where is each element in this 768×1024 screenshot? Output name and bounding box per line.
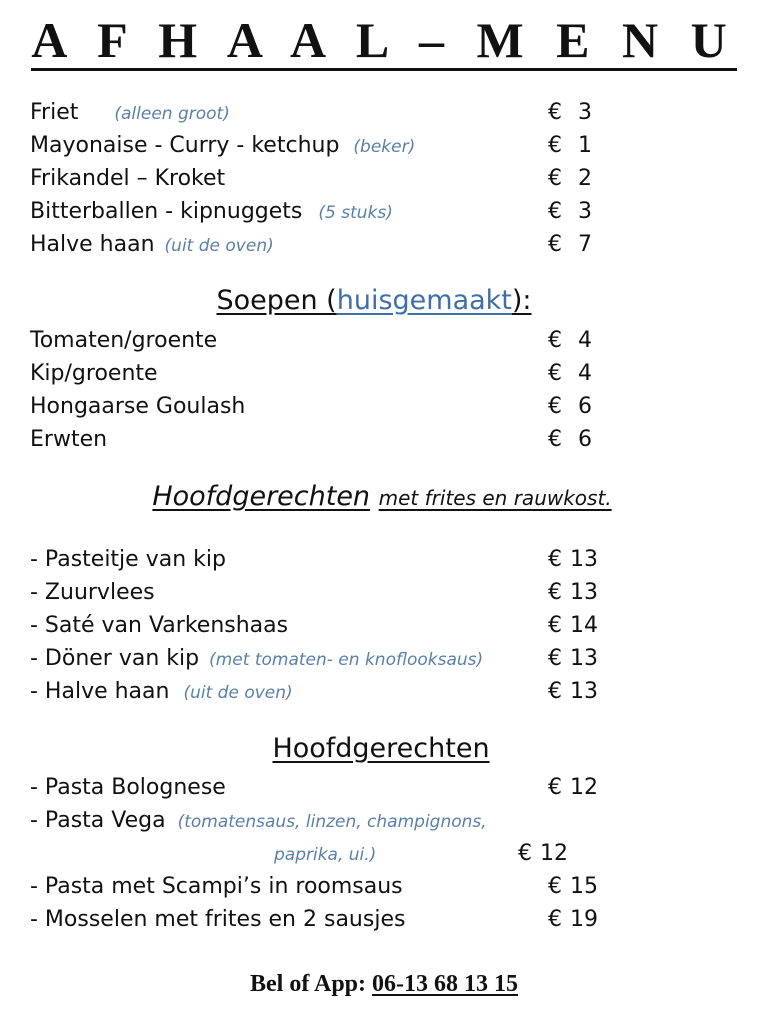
mains-heading-title: Hoofdgerechten xyxy=(272,733,490,764)
currency-symbol: € xyxy=(548,394,562,419)
item-note: (5 stuks) xyxy=(318,203,393,223)
menu-item xyxy=(30,904,640,936)
menu-item xyxy=(30,130,640,162)
menu-item xyxy=(30,871,640,903)
item-price: 6 xyxy=(578,427,592,452)
item-note: (met tomaten- en knoflooksaus) xyxy=(209,650,484,670)
item-note: (tomatensaus, linzen, champignons, xyxy=(177,812,487,832)
menu-item xyxy=(30,610,640,642)
item-price: 1 xyxy=(578,133,592,158)
currency-symbol: € xyxy=(548,232,562,257)
contact-label: Bel of App: xyxy=(249,971,366,997)
item-price: 4 xyxy=(578,328,592,353)
menu-item xyxy=(30,196,640,228)
item-name: Mayonaise - Curry - ketchup xyxy=(30,133,340,158)
item-price: 19 xyxy=(570,907,598,932)
item-price: 14 xyxy=(570,613,598,638)
item-price: 3 xyxy=(578,199,592,224)
item-name: Kip/groente xyxy=(30,361,158,386)
item-name: Friet xyxy=(30,100,79,125)
item-price: 2 xyxy=(578,166,592,191)
soups-heading xyxy=(0,282,768,320)
item-name: - Pasta Vega xyxy=(30,808,166,833)
item-price: 13 xyxy=(570,547,598,572)
item-name: - Saté van Varkenshaas xyxy=(30,613,289,638)
soups-heading-link: huisgemaakt xyxy=(336,285,512,316)
item-name: Tomaten/groente xyxy=(30,328,218,353)
item-name: Erwten xyxy=(30,427,108,452)
menu-item xyxy=(30,163,640,195)
menu-item xyxy=(30,643,640,675)
mains-heading xyxy=(0,730,768,768)
item-name: - Pasta Bolognese xyxy=(30,775,226,800)
item-name: - Döner van kip xyxy=(30,646,200,671)
menu-item xyxy=(30,325,640,357)
item-name: Hongaarse Goulash xyxy=(30,394,246,419)
menu-item xyxy=(30,97,640,129)
currency-symbol: € xyxy=(548,133,562,158)
item-price: 13 xyxy=(570,580,598,605)
menu-item xyxy=(30,676,640,708)
item-price: 15 xyxy=(570,874,598,899)
currency-symbol: € xyxy=(548,199,562,224)
item-name: Frikandel – Kroket xyxy=(30,166,226,191)
menu-item xyxy=(30,229,640,261)
item-note: (uit de oven) xyxy=(164,236,274,256)
currency-symbol: € xyxy=(548,613,562,638)
menu-title xyxy=(0,8,768,72)
item-note: (alleen groot) xyxy=(114,104,230,124)
menu-item xyxy=(30,577,640,609)
menu-item xyxy=(30,358,640,390)
mains-frites-subheading: met frites en rauwkost. xyxy=(378,486,612,510)
menu-item xyxy=(30,805,640,837)
item-name: Halve haan xyxy=(30,232,155,257)
menu-item xyxy=(30,544,640,576)
currency-symbol: € xyxy=(548,100,562,125)
item-price: 13 xyxy=(570,646,598,671)
item-note-continued: paprika, ui.) xyxy=(274,845,377,865)
menu-item xyxy=(30,391,640,423)
item-price: 6 xyxy=(578,394,592,419)
currency-symbol: € xyxy=(548,166,562,191)
menu-item xyxy=(30,772,640,804)
mains-frites-heading xyxy=(0,478,768,517)
item-name: - Halve haan xyxy=(30,679,170,704)
item-name: - Pasteitje van kip xyxy=(30,547,226,572)
item-price: 13 xyxy=(570,679,598,704)
currency-symbol: € xyxy=(548,580,562,605)
item-price: 7 xyxy=(578,232,592,257)
menu-item xyxy=(30,424,640,456)
currency-symbol: € xyxy=(548,874,562,899)
item-price: 12 xyxy=(570,775,598,800)
currency-symbol: € xyxy=(548,547,562,572)
currency-symbol: € xyxy=(518,841,532,866)
item-note: (beker) xyxy=(353,137,416,157)
phone-number[interactable]: 06-13 68 13 15 xyxy=(372,971,518,997)
currency-symbol: € xyxy=(548,646,562,671)
currency-symbol: € xyxy=(548,427,562,452)
item-name: - Mosselen met frites en 2 sausjes xyxy=(30,907,406,932)
item-name: - Pasta met Scampi’s in roomsaus xyxy=(30,874,403,899)
item-name: Bitterballen - kipnuggets xyxy=(30,199,303,224)
mains-frites-heading-title: Hoofdgerechten xyxy=(152,481,371,512)
item-name: - Zuurvlees xyxy=(30,580,155,605)
currency-symbol: € xyxy=(548,328,562,353)
item-price: 3 xyxy=(578,100,592,125)
currency-symbol: € xyxy=(548,361,562,386)
item-price: 12 xyxy=(540,841,568,866)
item-price: 4 xyxy=(578,361,592,386)
currency-symbol: € xyxy=(548,907,562,932)
menu-title-text: A F H A A L – M E N U xyxy=(31,12,736,71)
currency-symbol: € xyxy=(548,775,562,800)
contact-footer xyxy=(0,966,768,1002)
item-note: (uit de oven) xyxy=(183,683,293,703)
soups-heading-post: ): xyxy=(511,285,532,316)
menu-item-continuation xyxy=(274,838,640,870)
currency-symbol: € xyxy=(548,679,562,704)
soups-heading-pre: Soepen ( xyxy=(216,285,337,316)
